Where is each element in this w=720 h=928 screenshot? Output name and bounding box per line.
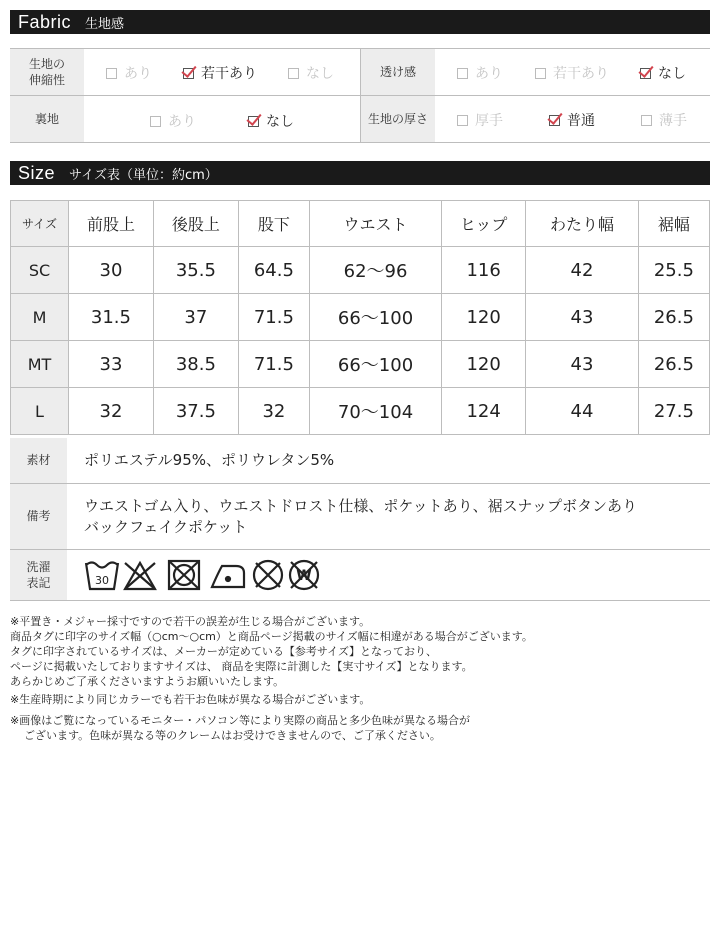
checked-checkbox-icon <box>640 68 651 79</box>
table-row <box>11 388 710 435</box>
table-cell: 33 <box>69 341 154 388</box>
table-cell: 71.5 <box>238 294 309 341</box>
lining-option-yes: あり <box>150 111 196 131</box>
label-lining-text: 裏地 <box>34 111 59 126</box>
table-cell: 31.5 <box>69 294 154 341</box>
stretch-option-yes: あり <box>106 63 152 83</box>
remarks-label: 備考 <box>10 484 67 549</box>
table-cell: 66〜100 <box>309 341 441 388</box>
size-table <box>10 200 710 435</box>
header-hem: 裾幅 <box>638 201 709 247</box>
table-cell: 35.5 <box>153 247 238 294</box>
note-line: ページに掲載いたしておりますサイズは、 商品を実際に計測した【実寸サイズ】となります。 <box>10 660 473 673</box>
row-size-label: MT <box>11 341 69 388</box>
header-hip: ヒップ <box>442 201 526 247</box>
checkbox-icon <box>457 68 468 79</box>
size-title: Size <box>18 162 56 183</box>
table-cell: 64.5 <box>238 247 309 294</box>
checked-checkbox-icon <box>248 116 259 127</box>
header-inseam: 股下 <box>238 201 309 247</box>
remarks-line-2: バックフェイクポケット <box>84 518 248 536</box>
table-cell: 25.5 <box>638 247 709 294</box>
size-subtitle: サイズ表（単位：約cm） <box>69 167 218 183</box>
thickness-option-thin: 薄手 <box>641 110 687 130</box>
checked-checkbox-icon <box>183 68 194 79</box>
size-header <box>10 161 710 185</box>
note-line: ※生産時期により同じカラーでも若干お色味が異なる場合がございます。 <box>10 693 371 706</box>
no-dry-clean-icon <box>254 561 282 589</box>
table-cell: 42 <box>526 247 639 294</box>
checkbox-icon <box>641 115 652 126</box>
fabric-header <box>10 10 710 34</box>
svg-text:W: W <box>296 568 312 584</box>
remarks-row <box>10 484 710 549</box>
checkbox-icon <box>288 68 299 79</box>
note-line: あらかじめご了承くださいますようお願いいたします。 <box>10 675 285 688</box>
material-row <box>10 438 710 483</box>
care-symbols <box>84 557 324 595</box>
table-row <box>11 294 710 341</box>
iron-low-icon <box>212 566 244 587</box>
header-thigh: わたり幅 <box>526 201 639 247</box>
checkbox-icon <box>106 68 117 79</box>
table-cell: 37 <box>153 294 238 341</box>
material-label: 素材 <box>10 438 67 483</box>
note-line: ございます。色味が異なる等のクレームはお受けできませんので、ご了承ください。 <box>24 729 441 742</box>
table-cell: 27.5 <box>638 388 709 435</box>
header-back-rise: 後股上 <box>153 201 238 247</box>
label-thickness <box>361 96 435 142</box>
table-cell: 32 <box>69 388 154 435</box>
material-value: ポリエステル95%、ポリウレタン5% <box>84 451 335 469</box>
remarks-line-1: ウエストゴム入り、ウエストドロスト仕様、ポケットあり、裾スナップボタンあり <box>84 497 638 515</box>
label-lining <box>10 96 84 142</box>
fabric-title: Fabric <box>18 11 72 32</box>
row-size-label: SC <box>11 247 69 294</box>
label-thickness-text: 生地の厚さ <box>367 111 428 126</box>
wet-clean-icon <box>290 561 318 589</box>
thickness-option-normal: 普通 <box>549 110 595 130</box>
sheer-option-no: なし <box>640 63 686 83</box>
wash-temp: 30 <box>95 574 109 587</box>
thickness-option-thick: 厚手 <box>457 110 503 130</box>
table-cell: 44 <box>526 388 639 435</box>
stretch-option-no: なし <box>288 63 334 83</box>
table-cell: 62〜96 <box>309 247 441 294</box>
table-cell: 43 <box>526 294 639 341</box>
care-row <box>10 550 710 600</box>
no-tumble-dry-icon <box>169 561 199 589</box>
fabric-subtitle: 生地感 <box>85 16 125 32</box>
checkbox-icon <box>150 116 161 127</box>
notes <box>10 614 710 743</box>
table-cell: 66〜100 <box>309 294 441 341</box>
table-cell: 32 <box>238 388 309 435</box>
checked-checkbox-icon <box>549 115 560 126</box>
table-cell: 70〜104 <box>309 388 441 435</box>
row-size-label: L <box>11 388 69 435</box>
no-bleach-icon <box>125 563 155 589</box>
note-line: タグに印字されているサイズは、メーカーが定めている【参考サイズ】となっており、 <box>10 645 438 658</box>
table-cell: 120 <box>442 294 526 341</box>
table-cell: 30 <box>69 247 154 294</box>
label-stretch-text: 生地の 伸縮性 <box>28 56 65 87</box>
label-stretch <box>10 49 84 95</box>
table-cell: 43 <box>526 341 639 388</box>
header-front-rise: 前股上 <box>69 201 154 247</box>
note-line: ※平置き・メジャー採寸ですので若干の誤差が生じる場合がございます。 <box>10 615 371 628</box>
table-cell: 120 <box>442 341 526 388</box>
table-row <box>11 247 710 294</box>
sheer-option-slight: 若干あり <box>535 63 609 83</box>
stretch-option-slight: 若干あり <box>183 63 257 83</box>
checkbox-icon <box>457 115 468 126</box>
table-cell: 124 <box>442 388 526 435</box>
sheer-option-yes: あり <box>457 63 503 83</box>
header-size: サイズ <box>11 201 69 247</box>
table-cell: 38.5 <box>153 341 238 388</box>
header-waist: ウエスト <box>309 201 441 247</box>
table-cell: 71.5 <box>238 341 309 388</box>
table-row <box>11 341 710 388</box>
label-sheer <box>361 49 435 95</box>
note-line: 商品タグに印字のサイズ幅（○cm〜○cm）と商品ページ掲載のサイズ幅に相違がある場合がございます。 <box>10 630 533 643</box>
table-cell: 37.5 <box>153 388 238 435</box>
label-sheer-text: 透け感 <box>379 64 416 79</box>
table-cell: 26.5 <box>638 341 709 388</box>
table-header-row <box>11 201 710 247</box>
note-line: ※画像はご覧になっているモニター・パソコン等により実際の商品と多少色味が異なる場合が <box>10 714 470 727</box>
table-cell: 116 <box>442 247 526 294</box>
care-label: 洗濯 表記 <box>10 550 67 600</box>
row-size-label: M <box>11 294 69 341</box>
wash-30-icon <box>86 563 118 590</box>
lining-option-no: なし <box>248 111 294 131</box>
checkbox-icon <box>535 68 546 79</box>
table-cell: 26.5 <box>638 294 709 341</box>
